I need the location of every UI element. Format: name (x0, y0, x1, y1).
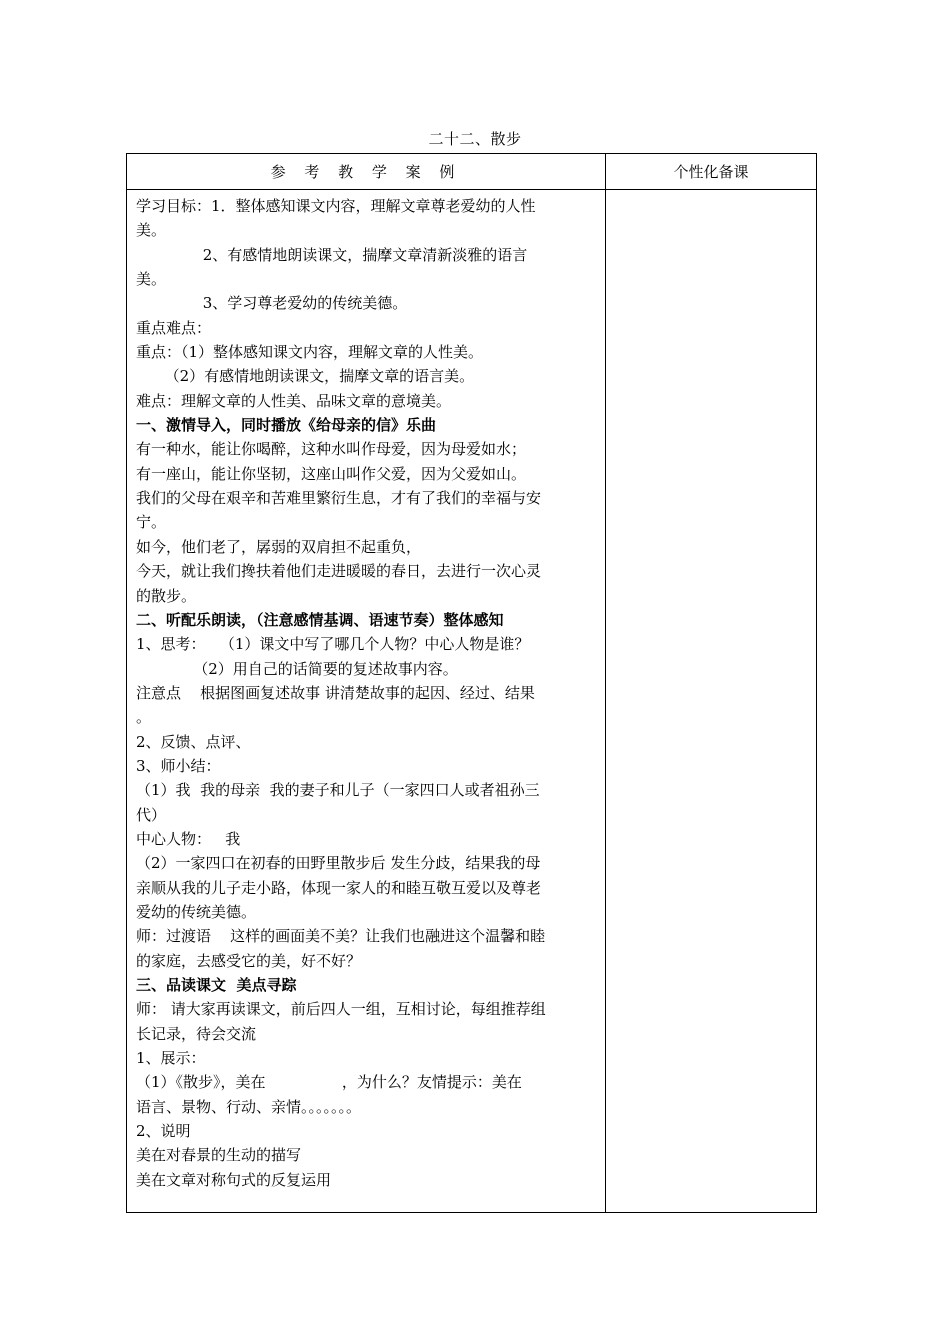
header-personalized-prep: 个性化备课 (606, 154, 817, 190)
content-line: 美。 (136, 270, 167, 289)
content-line: （1）《散步》，美在 ，为什么？友情提示：美在 (136, 1073, 522, 1092)
content-line: 师： 请大家再读课文，前后四人一组，互相讨论，每组推荐组 (136, 1000, 546, 1019)
content-line: （2）一家四口在初春的田野里散步后 发生分歧，结果我的母 (136, 854, 541, 873)
content-line: 的散步。 (136, 586, 197, 605)
content-line: 难点：理解文章的人性美、品味文章的意境美。 (136, 391, 452, 410)
personalized-notes-cell[interactable] (606, 190, 817, 1213)
content-line: （2）有感情地朗读课文，揣摩文章的语言美。 (136, 367, 475, 386)
content-line: 我们的父母在艰辛和苦难里繁衍生息，才有了我们的幸福与安 (136, 489, 542, 508)
content-line: 美在对春景的生动的描写 (136, 1146, 302, 1165)
section-heading: 二、听配乐朗读，（注意感情基调、语速节奏）整体感知 (136, 610, 504, 629)
content-line: 2、有感情地朗读课文，揣摩文章清新淡雅的语言 (136, 245, 528, 264)
content-line: 3、学习尊老爱幼的传统美德。 (136, 294, 408, 313)
content-line: 长记录，待会交流 (136, 1024, 257, 1043)
content-line: 有一种水，能让你喝醉，这种水叫作母爱，因为母爱如水； (136, 440, 527, 459)
content-line: 美在文章对称句式的反复运用 (136, 1170, 332, 1189)
table-header-row (127, 154, 817, 190)
lesson-content (127, 190, 605, 1192)
content-line: （1）我 我的母亲 我的妻子和儿子（一家四口人或者祖孙三 (136, 781, 540, 800)
lesson-plan-table (126, 153, 817, 1213)
header-reference-cases: 参 考 教 学 案 例 (127, 154, 606, 190)
content-line: 的家庭，去感受它的美，好不好？ (136, 951, 362, 970)
lesson-content-cell (127, 190, 606, 1213)
content-line: 有一座山，能让你坚韧，这座山叫作父爱，因为父爱如山。 (136, 464, 527, 483)
section-heading: 一、激情导入，同时播放《给母亲的信》乐曲 (136, 416, 437, 435)
content-line: 中心人物： 我 (136, 829, 241, 848)
content-line: 代） (136, 805, 167, 824)
content-line: 亲顺从我的儿子走小路，体现一家人的和睦互敬互爱以及尊老 (136, 878, 542, 897)
content-line: 爱幼的传统美德。 (136, 902, 257, 921)
content-line: 语言、景物、行动、亲情。。。。。。。 (136, 1097, 362, 1116)
content-line: 重点：（1）整体感知课文内容，理解文章的人性美。 (136, 343, 484, 362)
table-body-row (127, 190, 817, 1213)
content-line: 。 (136, 708, 152, 727)
content-line: 3、师小结： (136, 756, 221, 775)
content-line: 学习目标：1．整体感知课文内容，理解文章尊老爱幼的人性 (136, 197, 536, 215)
content-line: 宁。 (136, 513, 167, 532)
content-line: 师：过渡语 这样的画面美不美？让我们也融进这个温馨和睦 (136, 927, 546, 946)
content-line: 注意点 根据图画复述故事 讲清楚故事的起因、经过、结果 (136, 683, 535, 702)
content-line: 1、展示： (136, 1049, 206, 1068)
content-line: 重点难点： (136, 318, 212, 337)
content-line: 2、反馈、点评、 (136, 732, 251, 751)
content-line: 1、思考： （1）课文中写了哪几个人物？中心人物是谁？ (136, 635, 530, 654)
content-line: （2）用自己的话简要的复述故事内容。 (136, 659, 458, 678)
document-title: 二十二、散步 (428, 130, 522, 148)
content-line: 今天，就让我们搀扶着他们走进暖暖的春日，去进行一次心灵 (136, 562, 542, 581)
content-line: 如今，他们老了，孱弱的双肩担不起重负， (136, 537, 422, 556)
section-heading: 三、品读课文 美点寻踪 (136, 976, 297, 994)
content-line: 2、说明 (136, 1122, 191, 1141)
content-line: 美。 (136, 221, 167, 240)
